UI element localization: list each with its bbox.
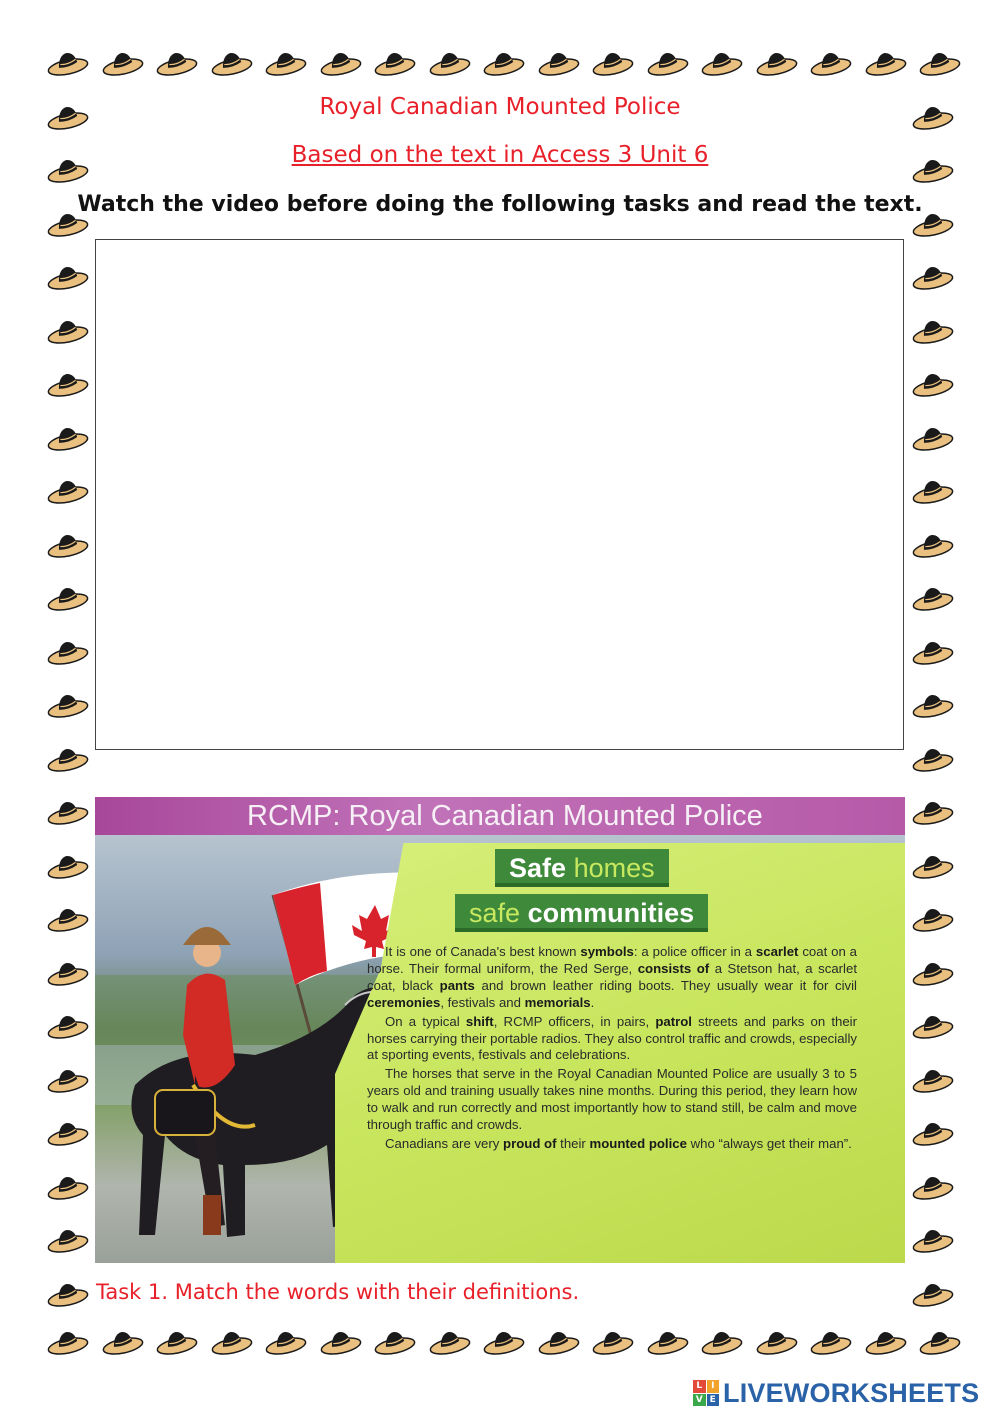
textbook-banner: RCMP: Royal Canadian Mounted Police — [95, 797, 905, 835]
hat-icon — [863, 48, 909, 78]
hat-icon — [45, 1225, 91, 1255]
hat-icon — [154, 48, 200, 78]
hat-icon — [910, 1279, 956, 1309]
hat-icon — [863, 1327, 909, 1357]
instruction-text: Watch the video before doing the following tasks and read the text. — [77, 192, 923, 217]
hat-icon — [910, 690, 956, 720]
hat-icon — [910, 316, 956, 346]
keyword-pants: pants — [439, 977, 475, 993]
hat-icon — [45, 316, 91, 346]
heading-safe-homes — [495, 849, 669, 887]
hat-icon — [910, 797, 956, 827]
hat-icon — [754, 48, 800, 78]
hat-icon — [372, 48, 418, 78]
hat-icon — [808, 48, 854, 78]
hat-icon — [45, 476, 91, 506]
textbook-image — [95, 797, 905, 1263]
paragraph-1 — [367, 944, 857, 1012]
paragraph-2 — [367, 1014, 857, 1065]
text-run: Canadians are very — [385, 1135, 504, 1151]
hat-icon — [910, 1225, 956, 1255]
keyword-symbols: symbols — [580, 944, 634, 959]
liveworksheets-logo[interactable] — [693, 1376, 979, 1410]
hat-icon — [536, 48, 582, 78]
hat-icon — [372, 1327, 418, 1357]
hat-icon — [45, 48, 91, 78]
text-run: : a police officer in a — [633, 944, 756, 959]
hat-icon — [427, 1327, 473, 1357]
logo-mark-letter: V — [693, 1394, 706, 1407]
hat-icon — [910, 1065, 956, 1095]
hat-icon — [590, 48, 636, 78]
hat-icon — [45, 583, 91, 613]
text-run: who “always get their man”. — [686, 1135, 852, 1151]
paragraph-4 — [367, 1136, 857, 1153]
text-run: It is one of Canada's best known — [385, 944, 581, 959]
hat-icon — [910, 1118, 956, 1148]
hat-icon — [910, 583, 956, 613]
logo-mark-letter: I — [707, 1380, 720, 1393]
hat-icon — [481, 1327, 527, 1357]
keyword-memorials: memorials — [524, 994, 591, 1010]
text-run: , festivals and — [440, 994, 525, 1010]
logo-mark-letter: E — [707, 1394, 720, 1407]
hat-icon — [100, 48, 146, 78]
hat-icon — [910, 904, 956, 934]
keyword-consists-of: consists of — [637, 960, 710, 976]
hat-icon — [699, 1327, 745, 1357]
hat-icon — [645, 1327, 691, 1357]
hat-icon — [910, 530, 956, 560]
text-run: , RCMP officers, in pairs, — [493, 1013, 656, 1029]
hat-icon — [910, 262, 956, 292]
hat-icon — [318, 1327, 364, 1357]
hat-icon — [699, 48, 745, 78]
hat-icon — [910, 637, 956, 667]
hat-icon — [100, 1327, 146, 1357]
hat-icon — [45, 1118, 91, 1148]
video-frame[interactable] — [95, 239, 904, 750]
hat-icon — [154, 1327, 200, 1357]
page-title: Royal Canadian Mounted Police — [319, 94, 681, 120]
hat-icon — [45, 1279, 91, 1309]
keyword-scarlet: scarlet — [755, 944, 799, 959]
heading-safe-communities — [455, 894, 708, 932]
hat-icon — [910, 851, 956, 881]
hat-icon — [910, 744, 956, 774]
hat-icon — [808, 1327, 854, 1357]
hat-icon — [427, 48, 473, 78]
hat-icon — [45, 744, 91, 774]
hat-icon — [45, 797, 91, 827]
hat-icon — [209, 1327, 255, 1357]
keyword-proud-of: proud of — [503, 1135, 557, 1151]
hat-icon — [910, 423, 956, 453]
keyword-shift: shift — [465, 1013, 494, 1029]
hat-icon — [45, 1172, 91, 1202]
keyword-mounted-police: mounted police — [589, 1135, 687, 1151]
hat-icon — [45, 904, 91, 934]
hat-icon — [318, 48, 364, 78]
keyword-patrol: patrol — [655, 1013, 692, 1029]
text-run: their — [556, 1135, 590, 1151]
text-run: coat on a horse. Their formal uniform, the Red Serge, — [367, 944, 858, 976]
paragraph-3: The horses that serve in the Royal Canadian Mounted Police are usually 3 to 5 years old and training usually takes nine months. During this period, they learn how to walk and run correctly and most importantly how to stand still, be calm and move through traffic and crowds. — [367, 1066, 857, 1133]
hat-icon — [590, 1327, 636, 1357]
hat-icon — [45, 530, 91, 560]
hat-icon — [754, 1327, 800, 1357]
hat-icon — [910, 476, 956, 506]
hat-icon — [45, 369, 91, 399]
heading-word-communities: communities — [527, 898, 695, 928]
hat-icon — [45, 1065, 91, 1095]
hat-icon — [917, 48, 963, 78]
hat-icon — [45, 1011, 91, 1041]
hat-icon — [910, 1172, 956, 1202]
text-run: streets and parks on their horses carrying their portable radios. They also control traffic and crowds, especially at sporting events, festivals and celebrations. — [367, 1013, 857, 1063]
hat-icon — [645, 48, 691, 78]
hat-icon — [910, 958, 956, 988]
text-run: On a typical — [385, 1013, 466, 1029]
hat-icon — [45, 423, 91, 453]
heading-word-homes: homes — [573, 853, 655, 883]
hat-icon — [481, 48, 527, 78]
task-1-heading: Task 1. Match the words with their definitions. — [96, 1280, 580, 1304]
hat-icon — [45, 1327, 91, 1357]
hat-icon — [263, 1327, 309, 1357]
hat-icon — [45, 958, 91, 988]
logo-text: LIVEWORKSHEETS — [723, 1377, 980, 1408]
text-run: . — [590, 994, 595, 1010]
text-run: and brown leather riding boots. They usually wear it for civil — [474, 977, 857, 993]
hat-icon — [45, 637, 91, 667]
keyword-ceremonies: ceremonies — [367, 994, 441, 1010]
hat-icon — [910, 369, 956, 399]
hat-icon — [45, 851, 91, 881]
hat-icon — [917, 1327, 963, 1357]
hat-icon — [45, 262, 91, 292]
page-subtitle: Based on the text in Access 3 Unit 6 — [291, 142, 709, 168]
hat-icon — [536, 1327, 582, 1357]
text-run: a Stetson hat, a scarlet coat, black — [367, 960, 857, 993]
heading-word-safe: Safe — [509, 853, 567, 883]
hat-icon — [910, 1011, 956, 1041]
article-text — [367, 944, 857, 1155]
hat-icon — [263, 48, 309, 78]
heading-word-safe-2: safe — [469, 898, 521, 928]
logo-mark-letter: L — [693, 1380, 706, 1393]
hat-icon — [209, 48, 255, 78]
logo-mark — [693, 1380, 719, 1406]
hat-icon — [45, 690, 91, 720]
